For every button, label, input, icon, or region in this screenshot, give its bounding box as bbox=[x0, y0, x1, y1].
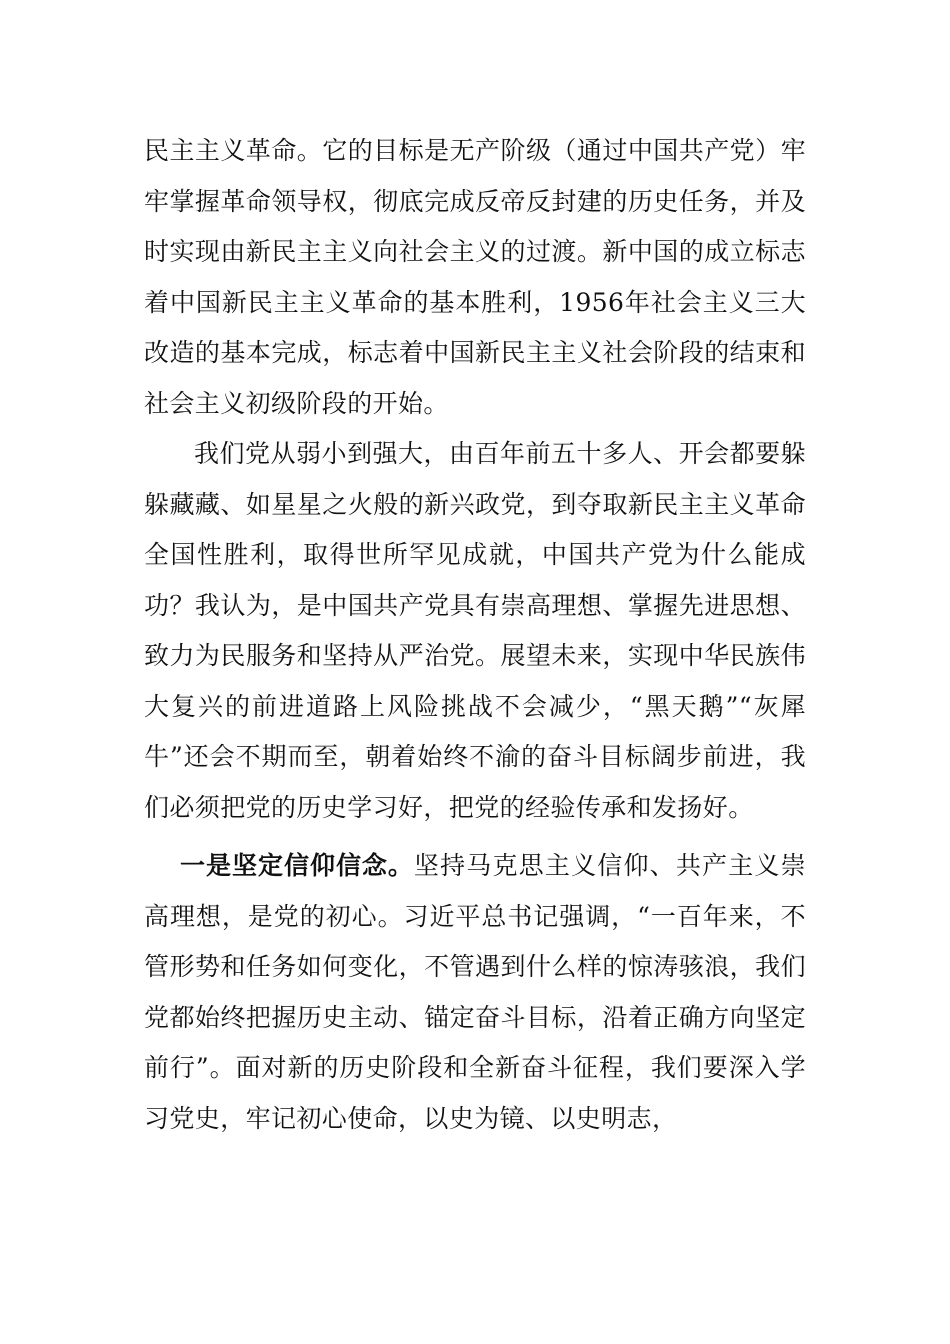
paragraph-1: 民主主义革命。它的目标是无产阶级（通过中国共产党）牢牢掌握革命领导权，彻底完成反帝反封建的历史任务，并及时实现由新民主主义向社会主义的过渡。新中国的成立标志着中国新民主主义革命的基本胜利，1956年社会主义三大改造的基本完成，标志着中国新民主主义社会阶段的结束和社会主义初级阶段的开始。 bbox=[144, 136, 806, 418]
paragraph-3-lead: 一是坚定信仰信念。 bbox=[180, 851, 414, 880]
paragraph-3-text: 坚持马克思主义信仰、共产主义崇高理想，是党的初心。习近平总书记强调，“一百年来，不管形势和任务如何变化，不管遇到什么样的惊涛骇浪，我们党都始终把握历史主动、锚定奋斗目标，沿着正确方向坚定前行”。面对新的历史阶段和全新奋斗征程，我们要深入学习党史，牢记初心使命，以史为镜、以史明志， bbox=[144, 851, 806, 1133]
paragraph-2: 我们党从弱小到强大，由百年前五十多人、开会都要躲躲藏藏、如星星之火般的新兴政党，到夺取新民主主义革命全国性胜利，取得世所罕见成就，中国共产党为什么能成功？我认为，是中国共产党具有崇高理想、掌握先进思想、致力为民服务和坚持从严治党。展望未来，实现中华民族伟大复兴的前进道路上风险挑战不会减少，“黑天鹅”“灰犀牛”还会不期而至，朝着始终不渝的奋斗目标阔步前进，我们必须把党的历史学习好，把党的经验传承和发扬好。 bbox=[144, 439, 806, 822]
paragraph-3 bbox=[144, 841, 806, 1144]
document-body bbox=[144, 126, 806, 1144]
